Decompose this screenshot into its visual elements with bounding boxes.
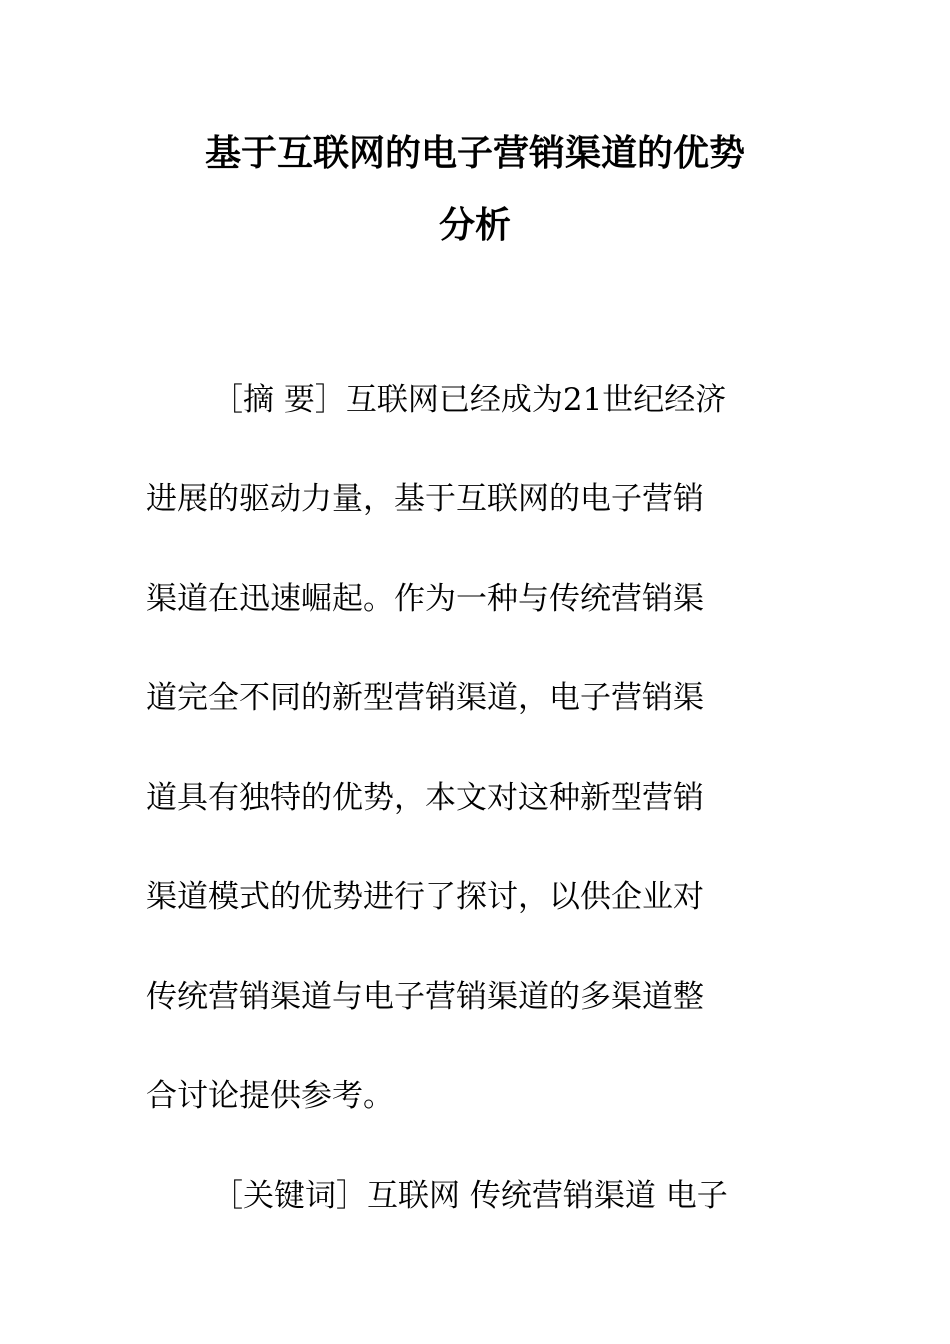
keywords-line: ［关键词］互联网 传统营销渠道 电子 xyxy=(212,1178,728,1214)
abstract-line-2: 进展的驱动力量，基于互联网的电子营销 xyxy=(146,481,704,517)
document-title-line-2: 分析 xyxy=(438,205,511,246)
abstract-line-5: 道具有独特的优势，本文对这种新型营销 xyxy=(146,780,704,816)
abstract-line-3: 渠道在迅速崛起。作为一种与传统营销渠 xyxy=(146,581,704,617)
abstract-line-4: 道完全不同的新型营销渠道，电子营销渠 xyxy=(146,680,704,716)
abstract-line-8: 合讨论提供参考。 xyxy=(146,1078,394,1114)
abstract-line-1: ［摘 要］互联网已经成为21世纪经济 xyxy=(212,382,727,418)
document-title-line-1: 基于互联网的电子营销渠道的优势 xyxy=(204,133,745,174)
abstract-line-7: 传统营销渠道与电子营销渠道的多渠道整 xyxy=(146,979,704,1015)
abstract-line-6: 渠道模式的优势进行了探讨，以供企业对 xyxy=(146,879,704,915)
